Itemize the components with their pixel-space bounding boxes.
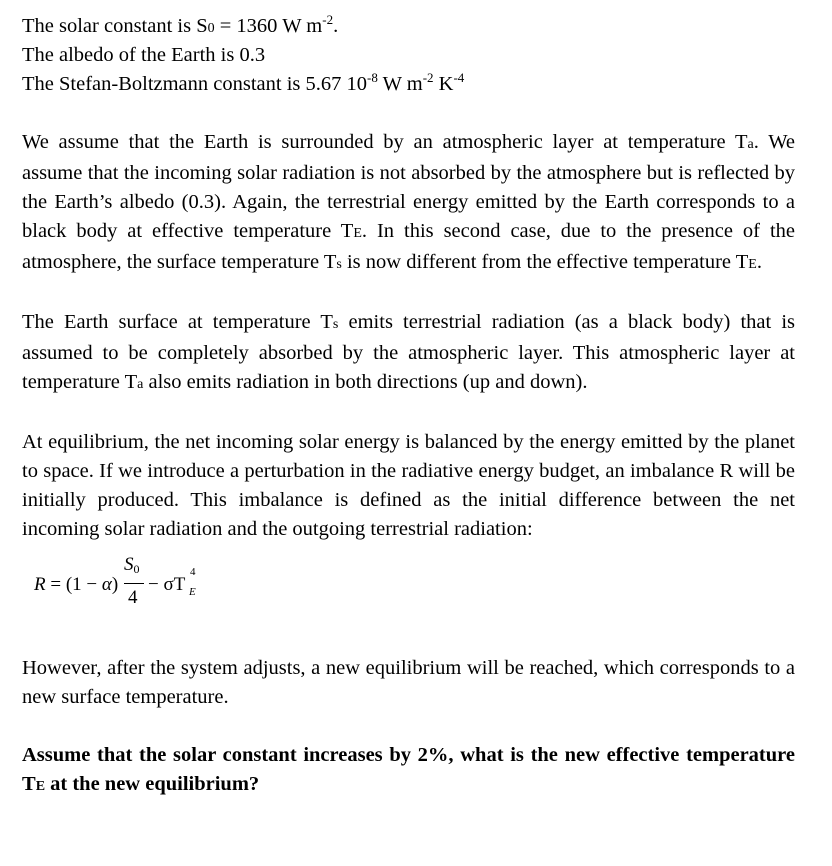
surface-emission-paragraph: The Earth surface at temperature Ts emits terrestrial radiation (as a black body) that is assumed to be completely absorbed by the atmospheric layer. This atmospheric layer at temperature Ta also emits radiation in both directions (up and down). [22, 311, 795, 393]
stefan-boltzmann-line: The Stefan-Boltzmann constant is 5.67 $10^{-8}$ W $m^{-2}$ $K^{-4}$ [22, 70, 465, 95]
equation-sigma-term: − σT [148, 574, 186, 595]
equation-lhs: R = (1 − α) [34, 574, 119, 595]
imbalance-equation [22, 550, 795, 618]
albedo-line: The albedo of the Earth is 0.3 [22, 44, 266, 66]
question-paragraph: Assume that the solar constant increases by 2%, what is the new effective temperature TE at the new equilibrium? [22, 744, 795, 795]
new-equilibrium-paragraph: However, after the system adjusts, a new equilibrium will be reached, which corresponds to a new surface temperature. [22, 657, 795, 708]
equation-numerator: S0 [124, 554, 140, 576]
solar-constant-line: The solar constant is S0 = 1360 W $m^{-2}$. [22, 12, 339, 37]
equilibrium-paragraph: At equilibrium, the net incoming solar energy is balanced by the energy emitted by the planet to space. If we introduce a perturbation in the radiative energy budget, an imbalance R will be initially produced. This imbalance is defined as the initial difference between the net incoming solar radiation and the outgoing terrestrial radiation: [22, 431, 795, 540]
fraction-bar [124, 583, 144, 584]
equation-denominator: 4 [128, 587, 138, 608]
equation-power: 4 [190, 566, 196, 578]
atmosphere-paragraph: We assume that the Earth is surrounded by an atmospheric layer at temperature Ta. We assume that the incoming solar radiation is not absorbed by the atmosphere but is reflected by the Earth’s albedo (0.3). Again, the terrestrial energy emitted by the Earth corresponds to a black body at effective temperature TE. In this second case, due to the presence of the atmosphere, the surface temperature Ts is now different from the effective temperature TE. [22, 131, 796, 273]
document-body [22, 12, 795, 801]
equation-power-sub: E [189, 586, 196, 598]
